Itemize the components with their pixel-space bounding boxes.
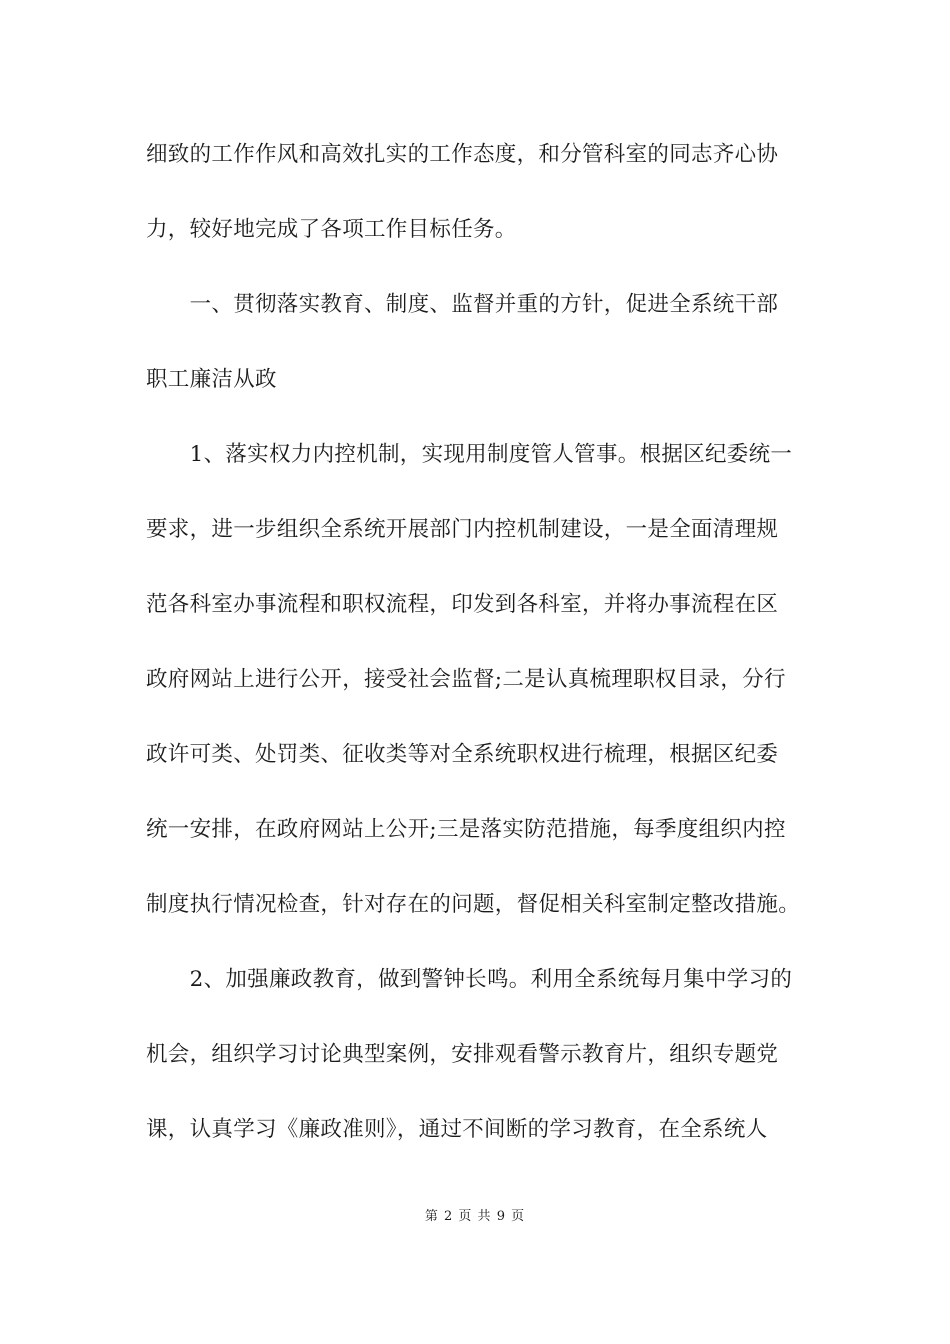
page-number: 第 2 页 共 9 页 xyxy=(424,1209,526,1224)
text-line: 2、加强廉政教育，做到警钟长鸣。利用全系统每月集中学习的 xyxy=(146,967,793,992)
text-line: 力，较好地完成了各项工作目标任务。 xyxy=(146,217,517,242)
section-heading-line: 职工廉洁从政 xyxy=(146,367,277,392)
text-line: 机会，组织学习讨论典型案例，安排观看警示教育片，组织专题党 xyxy=(146,1042,779,1067)
text-line: 细致的工作作风和高效扎实的工作态度，和分管科室的同志齐心协 xyxy=(146,142,779,167)
text-line: 要求，进一步组织全系统开展部门内控机制建设，一是全面清理规 xyxy=(146,517,779,542)
text-line: 1、落实权力内控机制，实现用制度管人管事。根据区纪委统一 xyxy=(146,442,793,467)
text-line: 范各科室办事流程和职权流程，印发到各科室，并将办事流程在区 xyxy=(146,592,779,617)
text-line: 政府网站上进行公开，接受社会监督;二是认真梳理职权目录，分行 xyxy=(146,667,786,692)
text-line: 政许可类、处罚类、征收类等对全系统职权进行梳理，根据区纪委 xyxy=(146,742,779,767)
text-line: 制度执行情况检查，针对存在的问题，督促相关科室制定整改措施。 xyxy=(146,892,801,917)
section-heading-line: 一、贯彻落实教育、制度、监督并重的方针，促进全系统干部 xyxy=(146,292,779,317)
text-line: 统一安排，在政府网站上公开;三是落实防范措施，每季度组织内控 xyxy=(146,817,786,842)
text-line: 课，认真学习《廉政准则》，通过不间断的学习教育，在全系统人 xyxy=(146,1117,768,1142)
